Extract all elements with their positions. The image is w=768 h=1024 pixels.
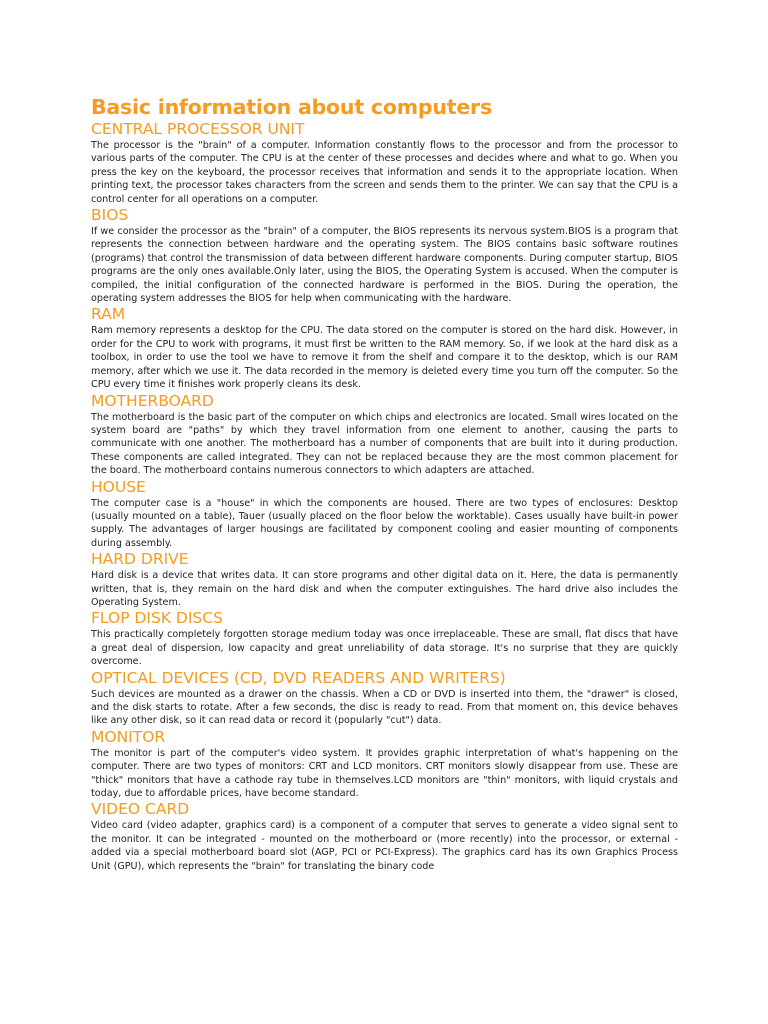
section-body: Hard disk is a device that writes data. It can store programs and other digital data on it. Here, the data is permanently written, that is, they remain on the hard disk and when the computer extinguishes. The hard drive also includes the Operating System. — [91, 570, 678, 608]
section-body: The processor is the "brain" of a computer. Information constantly flows to the processor and from the processor to various parts of the computer. The CPU is at the center of these processes and decides where and what to go. When you press the key on the keyboard, the processor receives that information and sends it to the appropriate location. When printing text, the processor takes characters from the screen and sends them to the printer. We can say that the CPU is a control center for all operations on a computer. — [91, 140, 678, 205]
document-title: Basic information about computers — [91, 95, 492, 119]
section-body: The motherboard is the basic part of the computer on which chips and electronics are located. Small wires located on the system board are "paths" by which they travel information from one element to another, causing the parts to communicate with one another. The motherboard has a number of components that are built into it during production. These components are called integrated. They can not be replaced because they are the most common placement for the board. The motherboard contains numerous connectors to which adapters are attached. — [91, 411, 678, 477]
section-body: The monitor is part of the computer's video system. It provides graphic interpretation of what's happening on the computer. There are two types of monitors: CRT and LCD monitors. CRT monitors slowly disappear from use. These are "thick" monitors that have a cathode ray tube in themselves.LCD monitors are "thin" monitors, with liquid crystals and today, due to affordable prices, have become standard. — [91, 747, 678, 800]
section-body: If we consider the processor as the "brain" of a computer, the BIOS represents its nervous system.BIOS is a program that represents the connection between hardware and the operating system. The BIOS contains basic software routines (programs) that control the transmission of data between different hardware components. During computer startup, BIOS programs are the only ones available.Only later, using the BIOS, the Operating System is accused. When the computer is compiled, the initial configuration of the connected hardware is performed in the BIOS. During the operation, the operating system addresses the BIOS for help when communicating with the hardware. — [91, 226, 678, 305]
section-house — [91, 478, 678, 551]
section-central-processor-unit — [91, 120, 678, 206]
section-flop-disk-discs — [91, 609, 678, 668]
section-heading: RAM — [91, 305, 126, 324]
section-body: Ram memory represents a desktop for the CPU. The data stored on the computer is stored on the hard disk. However, in order for the CPU to work with programs, it must first be written to the RAM memory. So, if we look at the hard disk as a toolbox, in order to use the tool we have to remove it from the shelf and compare it to the desktop, which is our RAM memory, after which we use it. The data recorded in the memory is deleted every time you turn off the computer. So the CPU every time it finishes work properly cleans its desk. — [91, 325, 678, 391]
section-heading: MOTHERBOARD — [91, 391, 214, 410]
section-monitor — [91, 728, 678, 801]
section-heading: CENTRAL PROCESSOR UNIT — [91, 120, 305, 138]
section-heading: MONITOR — [91, 727, 166, 746]
section-body: Such devices are mounted as a drawer on the chassis. When a CD or DVD is inserted into them, the "drawer" is closed, and the disk starts to rotate. After a few seconds, the disc is ready to read. From that moment on, this device behaves like any other disk, so it can read data or record it (popularly "cut") data. — [91, 688, 678, 727]
section-heading: HARD DRIVE — [91, 550, 189, 569]
section-video-card — [91, 800, 678, 873]
section-heading: OPTICAL DEVICES (CD, DVD READERS AND WRITERS) — [91, 668, 506, 687]
section-hard-drive — [91, 550, 678, 609]
section-ram — [91, 305, 678, 391]
section-optical-devices — [91, 669, 678, 728]
section-heading: VIDEO CARD — [91, 800, 190, 819]
section-body: This practically completely forgotten storage medium today was once irreplaceable. These are small, flat discs that have a great deal of dispersion, low capacity and great unreliability of data storage. It's no surprise that they are quickly overcome. — [91, 629, 678, 668]
section-heading: FLOP DISK DISCS — [91, 609, 223, 628]
section-body: Video card (video adapter, graphics card) is a component of a computer that serves to generate a video signal sent to the monitor. It can be integrated - mounted on the motherboard or (more recently) into the processor, or external - added via a special motherboard board slot (AGP, PCI or PCI-Express). The graphics card has its own Graphics Process Unit (GPU), which represents the "brain" for translating the binary code — [91, 820, 678, 872]
section-bios — [91, 206, 678, 305]
section-motherboard — [91, 392, 678, 478]
section-body: The computer case is a "house" in which the components are housed. There are two types of enclosures: Desktop (usually mounted on a table), Tauer (usually placed on the floor below the worktable). Cases usually have built-in power supply. The advantages of larger housings are facilitated by component cooling and easier mounting of components during assembly. — [91, 497, 678, 549]
document-content — [91, 94, 678, 873]
section-heading: HOUSE — [91, 477, 146, 496]
section-heading: BIOS — [91, 206, 129, 225]
